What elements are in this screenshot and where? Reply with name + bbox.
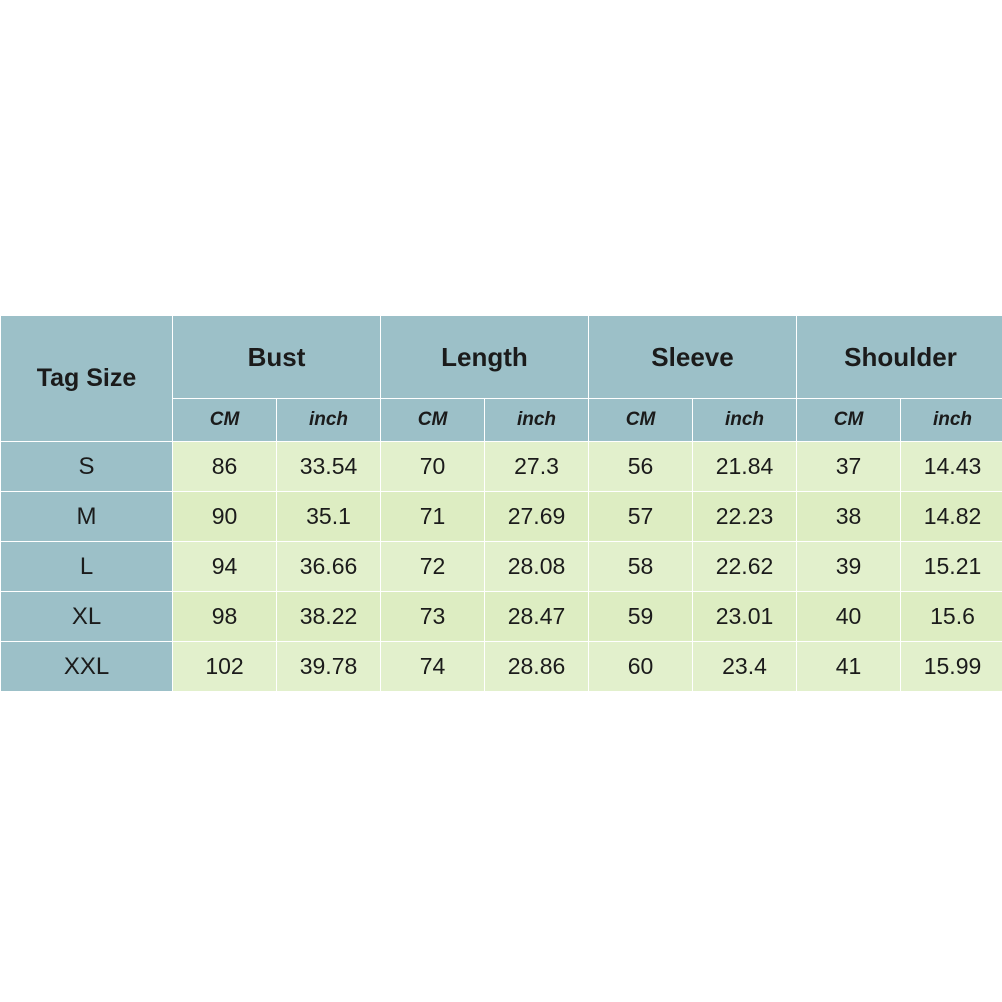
cell-xl-bust-cm: 98: [173, 592, 277, 642]
cell-m-length-cm: 71: [381, 492, 485, 542]
table-row: [1, 542, 1002, 592]
cell-xxl-bust-inch: 39.78: [277, 642, 381, 692]
cell-xl-shoulder-cm: 40: [797, 592, 901, 642]
unit-header-sleeve-cm: CM: [589, 399, 693, 442]
row-label-l: L: [1, 542, 173, 592]
table-body: [1, 442, 1002, 692]
cell-xxl-length-cm: 74: [381, 642, 485, 692]
cell-s-sleeve-inch: 21.84: [693, 442, 797, 492]
group-header-bust: Bust: [173, 316, 381, 399]
header-group-row: [1, 316, 1002, 399]
cell-l-shoulder-cm: 39: [797, 542, 901, 592]
cell-s-length-inch: 27.3: [485, 442, 589, 492]
unit-header-length-inch: inch: [485, 399, 589, 442]
cell-l-length-cm: 72: [381, 542, 485, 592]
cell-l-bust-cm: 94: [173, 542, 277, 592]
tag-size-header: Tag Size: [1, 316, 173, 442]
cell-l-bust-inch: 36.66: [277, 542, 381, 592]
cell-s-bust-cm: 86: [173, 442, 277, 492]
cell-s-length-cm: 70: [381, 442, 485, 492]
cell-xl-length-cm: 73: [381, 592, 485, 642]
cell-s-sleeve-cm: 56: [589, 442, 693, 492]
row-label-m: M: [1, 492, 173, 542]
table-row: [1, 592, 1002, 642]
cell-m-bust-cm: 90: [173, 492, 277, 542]
row-label-s: S: [1, 442, 173, 492]
unit-header-length-cm: CM: [381, 399, 485, 442]
cell-xxl-bust-cm: 102: [173, 642, 277, 692]
table-row: [1, 492, 1002, 542]
cell-m-sleeve-cm: 57: [589, 492, 693, 542]
cell-xl-bust-inch: 38.22: [277, 592, 381, 642]
cell-xxl-sleeve-cm: 60: [589, 642, 693, 692]
unit-header-bust-cm: CM: [173, 399, 277, 442]
cell-xxl-shoulder-cm: 41: [797, 642, 901, 692]
unit-header-sleeve-inch: inch: [693, 399, 797, 442]
group-header-length: Length: [381, 316, 589, 399]
cell-m-shoulder-cm: 38: [797, 492, 901, 542]
cell-m-bust-inch: 35.1: [277, 492, 381, 542]
table-row: [1, 442, 1002, 492]
cell-l-length-inch: 28.08: [485, 542, 589, 592]
cell-xxl-shoulder-inch: 15.99: [901, 642, 1002, 692]
cell-l-sleeve-inch: 22.62: [693, 542, 797, 592]
row-label-xl: XL: [1, 592, 173, 642]
cell-xl-sleeve-cm: 59: [589, 592, 693, 642]
cell-s-shoulder-cm: 37: [797, 442, 901, 492]
cell-s-bust-inch: 33.54: [277, 442, 381, 492]
cell-xl-sleeve-inch: 23.01: [693, 592, 797, 642]
size-chart-container: [0, 315, 1002, 692]
table-row: [1, 642, 1002, 692]
size-chart-table: [0, 315, 1002, 692]
row-label-xxl: XXL: [1, 642, 173, 692]
table-header: [1, 316, 1002, 442]
unit-header-shoulder-cm: CM: [797, 399, 901, 442]
cell-l-shoulder-inch: 15.21: [901, 542, 1002, 592]
cell-l-sleeve-cm: 58: [589, 542, 693, 592]
cell-m-sleeve-inch: 22.23: [693, 492, 797, 542]
group-header-sleeve: Sleeve: [589, 316, 797, 399]
cell-m-shoulder-inch: 14.82: [901, 492, 1002, 542]
cell-xxl-length-inch: 28.86: [485, 642, 589, 692]
unit-header-bust-inch: inch: [277, 399, 381, 442]
group-header-shoulder: Shoulder: [797, 316, 1002, 399]
cell-s-shoulder-inch: 14.43: [901, 442, 1002, 492]
unit-header-shoulder-inch: inch: [901, 399, 1002, 442]
cell-xxl-sleeve-inch: 23.4: [693, 642, 797, 692]
cell-xl-length-inch: 28.47: [485, 592, 589, 642]
cell-m-length-inch: 27.69: [485, 492, 589, 542]
cell-xl-shoulder-inch: 15.6: [901, 592, 1002, 642]
